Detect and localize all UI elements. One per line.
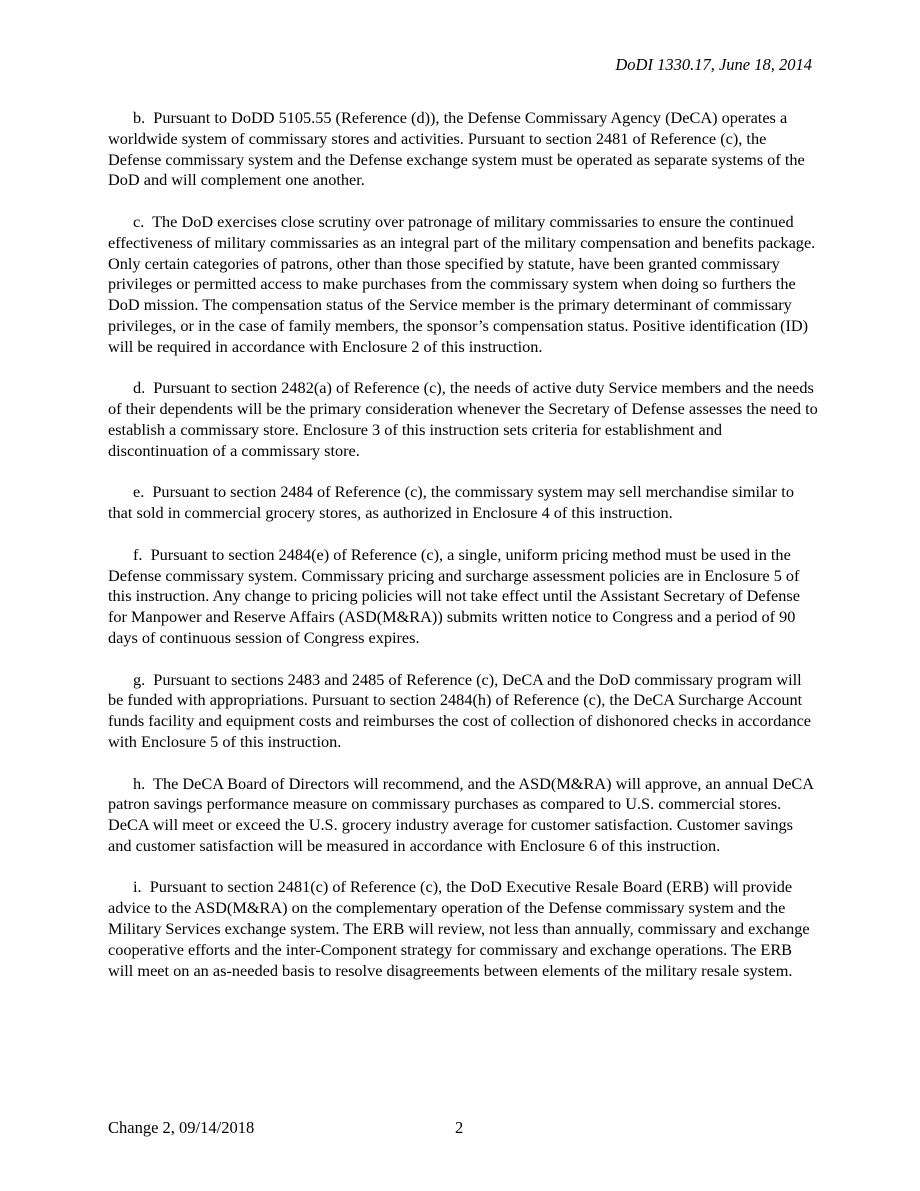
paragraph-label: d. — [133, 378, 146, 398]
paragraph-text: Pursuant to section 2484(e) of Reference (c), a single, uniform pricing method must be used in the Defense commissary system. Commissary pricing and surcharge assessment policies are in Enclosure 5 of this instruction. Any change to pricing policies will not take effect until the Assistant Secretary of Defense for Manpower and Reserve Affairs (ASD(M&RA)) submits written notice to Congress and a period of 90 days of continuous session of Congress expires. — [108, 544, 800, 647]
document-header: DoDI 1330.17, June 18, 2014 — [615, 55, 812, 74]
paragraph-label: g. — [133, 669, 146, 689]
paragraph-d — [108, 378, 820, 461]
paragraph-text: Pursuant to sections 2483 and 2485 of Reference (c), DeCA and the DoD commissary program will be funded with appropriations. Pursuant to section 2484(h) of Reference (c), the DeCA Surcharge Account funds facility and equipment costs and reimburses the cost of collection of dishonored checks in accordance with Enclosure 5 of this instruction. — [108, 669, 812, 751]
paragraph-text: Pursuant to DoDD 5105.55 (Reference (d)), the Defense Commissary Agency (DeCA) operates a worldwide system of commissary stores and activities. Pursuant to section 2481 of Reference (c), the Defense commissary system and the Defense exchange system must be operated as separate systems of the DoD and will complement one another. — [108, 108, 805, 190]
paragraph-e — [108, 482, 820, 524]
change-footer: Change 2, 09/14/2018 — [108, 1118, 255, 1137]
paragraph-text: Pursuant to section 2484 of Reference (c), the commissary system may sell merchandise similar to that sold in commercial grocery stores, as authorized in Enclosure 4 of this instruction. — [108, 482, 794, 523]
paragraph-g — [108, 670, 820, 753]
paragraph-label: c. — [133, 211, 145, 231]
paragraph-label: f. — [133, 544, 143, 564]
paragraph-label: i. — [133, 877, 142, 897]
paragraph-c — [108, 212, 820, 358]
paragraph-label: e. — [133, 482, 145, 502]
paragraph-label: h. — [133, 773, 146, 793]
paragraph-b — [108, 108, 820, 191]
paragraph-text: The DeCA Board of Directors will recommend, and the ASD(M&RA) will approve, an annual DeCA patron savings performance measure on commissary purchases as compared to U.S. commercial stores. DeCA will meet or exceed the U.S. grocery industry average for customer satisfaction. Customer savings and customer satisfaction will be measured in accordance with Enclosure 6 of this instruction. — [108, 773, 814, 855]
document-body — [108, 108, 820, 1002]
page-number: 2 — [455, 1118, 464, 1137]
paragraph-f — [108, 545, 820, 649]
paragraph-label: b. — [133, 108, 146, 127]
paragraph-text: Pursuant to section 2481(c) of Reference (c), the DoD Executive Resale Board (ERB) will provide advice to the ASD(M&RA) on the complementary operation of the Defense commissary system and the Military Services exchange system. The ERB will review, not less than annually, commissary and exchange cooperative efforts and the inter-Component strategy for commissary and exchange operations. The ERB will meet on an as-needed basis to resolve disagreements between elements of the military resale system. — [108, 877, 810, 980]
paragraph-i — [108, 877, 820, 981]
paragraph-h — [108, 774, 820, 857]
paragraph-text: Pursuant to section 2482(a) of Reference (c), the needs of active duty Service members and the needs of their dependents will be the primary consideration whenever the Secretary of Defense assesses the need to establish a commissary store. Enclosure 3 of this instruction sets criteria for establishment and discontinuation of a commissary store. — [108, 378, 818, 460]
paragraph-text: The DoD exercises close scrutiny over patronage of military commissaries to ensure the continued effectiveness of military commissaries as an integral part of the military compensation and benefits package. Only certain categories of patrons, other than those specified by statute, have been granted commissary privileges or permitted access to make purchases from the commissary system when doing so furthers the DoD mission. The compensation status of the Service member is the primary determinant of commissary privileges, or in the case of family members, the sponsor’s compensation status. Positive identification (ID) will be required in accordance with Enclosure 2 of this instruction. — [108, 211, 816, 356]
